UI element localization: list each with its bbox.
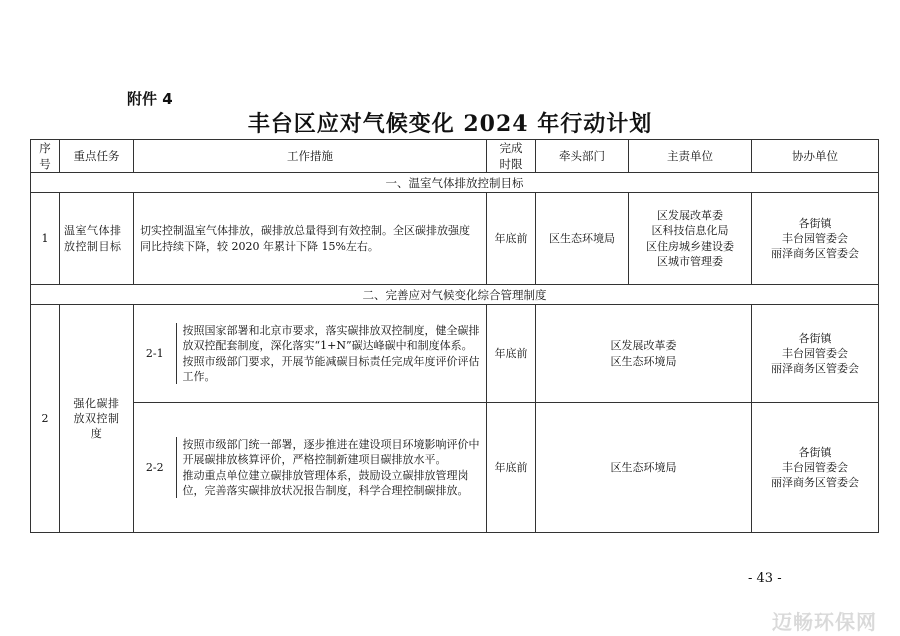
- document-title: 丰台区应对气候变化 2024 年行动计划: [247, 111, 653, 137]
- lead-main-unit: 区发展改革委: [610, 339, 677, 353]
- row-task: 强化碳排放双控制度: [60, 305, 134, 533]
- main-unit: 区住房城乡建设委: [646, 239, 734, 253]
- header-row: [31, 140, 879, 173]
- table-row: [31, 193, 879, 285]
- row-assist: [752, 193, 879, 285]
- section-row: [31, 285, 879, 305]
- row-assist: [752, 403, 879, 533]
- row-lead-main: [536, 305, 752, 403]
- assist-unit: 丰台园管委会: [782, 460, 848, 474]
- main-unit: 区科技信息化局: [651, 224, 729, 238]
- header-lead: 牵头部门: [536, 140, 629, 173]
- row-deadline: 年底前: [487, 305, 536, 403]
- action-plan-table: [30, 139, 879, 533]
- row-lead: 区生态环境局: [536, 193, 629, 285]
- row-measure: [176, 437, 486, 499]
- row-measure: 切实控制温室气体排放，碳排放总量得到有效控制。全区碳排放强度同比持续下降，较 2020 年累计下降 15%左右。: [134, 193, 487, 285]
- row-deadline: 年底前: [487, 193, 536, 285]
- measure-line: 按照市级部门统一部署，逐步推进在建设项目环境影响评价中开展碳排放核算评价，严格控制新建项目碳排放水平。: [182, 437, 480, 467]
- row-assist: [752, 305, 879, 403]
- assist-unit: 丰台园管委会: [782, 231, 848, 245]
- sub-measure-cell: [134, 403, 487, 533]
- row-deadline: 年底前: [487, 403, 536, 533]
- assist-unit: 各街镇: [798, 216, 832, 230]
- row-seq: 1: [31, 193, 60, 285]
- page-number: - 43 -: [748, 571, 782, 586]
- assist-unit: 丰台园管委会: [782, 346, 848, 360]
- assist-unit: 各街镇: [798, 331, 832, 345]
- main-unit: 区城市管理委: [657, 255, 723, 269]
- section-title: 二、完善应对气候变化综合管理制度: [31, 285, 879, 305]
- attachment-label: 附件 4: [127, 90, 173, 108]
- measure-line: 推动重点单位建立碳排放管理体系，鼓励设立碳排放管理岗位，完善落实碳排放状况报告制度，科学合理控制碳排放。: [182, 468, 469, 498]
- assist-unit: 丽泽商务区管委会: [771, 476, 859, 490]
- assist-unit: 各街镇: [798, 445, 832, 459]
- lead-main-unit: 区生态环境局: [610, 460, 677, 474]
- main-unit: 区发展改革委: [657, 208, 723, 222]
- assist-unit: 丽泽商务区管委会: [771, 247, 859, 261]
- row-task: 温室气体排放控制目标: [60, 193, 134, 285]
- table-row: [31, 403, 879, 533]
- row-measure: 按照国家部署和北京市要求，落实碳排放双控制度，健全碳排放双控配套制度，深化落实“1+N”碳达峰碳中和制度体系。按照市级部门要求，开展节能减碳目标责任完成年度评价评估工作。: [182, 323, 480, 384]
- assist-unit: 丽泽商务区管委会: [771, 362, 859, 376]
- watermark-text: 迈畅环保网: [772, 610, 877, 634]
- section-title: 一、温室气体排放控制目标: [31, 173, 879, 193]
- sub-id: 2-1: [134, 323, 176, 385]
- header-task: 重点任务: [60, 140, 134, 173]
- header-main: 主责单位: [629, 140, 752, 173]
- sub-id: 2-2: [134, 437, 176, 499]
- header-seq: 序号: [31, 140, 60, 173]
- table-row: [31, 305, 879, 403]
- section-row: [31, 173, 879, 193]
- row-seq: 2: [31, 305, 60, 533]
- header-assist: 协办单位: [752, 140, 879, 173]
- row-lead-main: [536, 403, 752, 533]
- header-measures: 工作措施: [134, 140, 487, 173]
- lead-main-unit: 区生态环境局: [610, 354, 677, 368]
- sub-measure-cell: [134, 305, 487, 403]
- header-deadline: 完成时限: [487, 140, 536, 173]
- row-main: [629, 193, 752, 285]
